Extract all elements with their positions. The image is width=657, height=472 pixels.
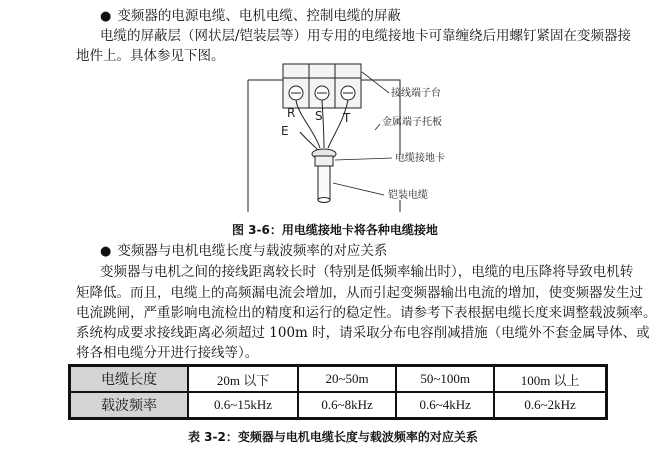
label-terminal-block: 接线端子台 (391, 88, 441, 99)
table-cell: 20~50m (298, 366, 396, 392)
wire-label-e: E (281, 124, 289, 138)
wire-label-r: R (287, 106, 296, 120)
row-header-carrier-frequency: 载波频率 (70, 392, 188, 418)
section2-line-5: 将各相电缆分开进行接线等）。 (76, 345, 259, 361)
label-metal-bracket: 金属端子托板 (382, 117, 442, 128)
table-row (70, 392, 606, 418)
table-cell: 0.6~8kHz (298, 392, 396, 418)
table-cell: 0.6~4kHz (396, 392, 494, 418)
table-caption: 表 3-2：变频器与电机电缆长度与载波频率的对应关系 (188, 430, 478, 444)
label-armored-cable: 铠装电缆 (388, 190, 428, 201)
cable-length-frequency-table (68, 364, 608, 420)
row-header-cable-length: 电缆长度 (70, 366, 188, 392)
label-ground-clip: 电缆接地卡 (395, 153, 445, 164)
table-row (70, 366, 606, 392)
bullet-icon: ● (100, 244, 112, 259)
section2-line-1: 变频器与电机之间的接线距离较长时（特别是低频率输出时），电缆的电压降将导致电机转 (100, 264, 634, 280)
section2-line-2: 矩降低。而且，电缆上的高频漏电流会增加，从而引起变频器输出电流的增加，使变频器发生过 (76, 285, 643, 301)
table-cell: 20m 以下 (188, 366, 298, 392)
armored-cable (318, 166, 330, 200)
table-cell: 0.6~15kHz (188, 392, 298, 418)
cable-clamp (315, 156, 333, 166)
wire-label-t: T (343, 111, 351, 125)
section1-paragraph-line-1: 电缆的屏蔽层（网状层/铠装层等）用专用的电缆接地卡可靠缠绕后用螺钉紧固在变频器接 (100, 28, 632, 44)
figure-caption: 图 3-6：用电缆接地卡将各种电缆接地 (232, 223, 438, 237)
section2-line-4: 系统构成要求接线距离必须超过 100m 时，请采取分布电容削减措施（电缆外不套金属导体、或 (76, 325, 650, 341)
table-cell: 50~100m (396, 366, 494, 392)
section2-heading (100, 241, 387, 262)
section2-heading-text: 变频器与电机电缆长度与载波频率的对应关系 (117, 243, 388, 259)
wire-label-s: S (315, 109, 323, 123)
wire-e (300, 132, 318, 150)
section1-paragraph-line-2: 地件上。具体参见下图。 (76, 48, 225, 64)
section1-heading-text: 变频器的电源电缆、电机电缆、控制电缆的屏蔽 (117, 8, 401, 24)
section2-line-3: 电流跳闸，严重影响电流检出的精度和运行的稳定性。请参考下表根据电缆长度来调整载波频率。 (76, 305, 657, 321)
bullet-icon: ● (100, 9, 112, 24)
table-cell: 100m 以上 (494, 366, 606, 392)
table-cell: 0.6~2kHz (494, 392, 606, 418)
